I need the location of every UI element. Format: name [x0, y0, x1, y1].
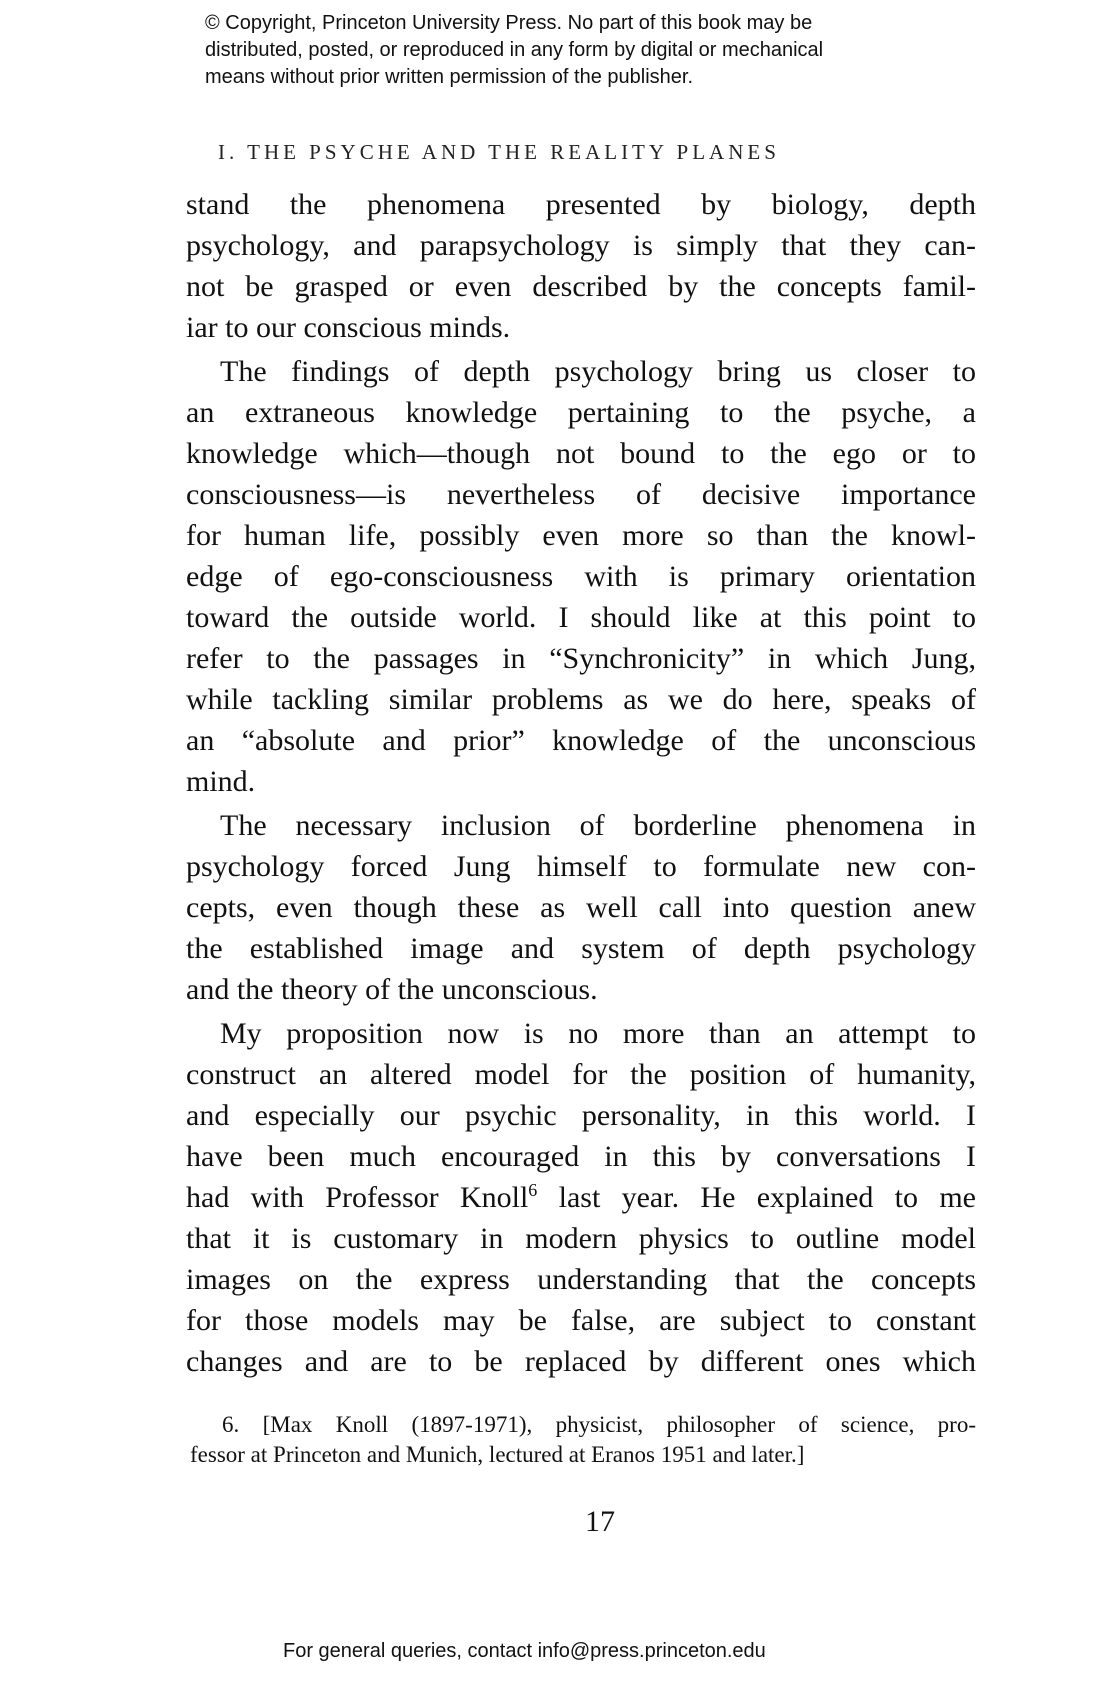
- text-line: for human life, possibly even more so than the knowl-: [186, 519, 976, 552]
- text-line: mind.: [186, 765, 256, 798]
- text-line: and especially our psychic personality, in this world. I: [186, 1099, 976, 1132]
- text-line: that it is customary in modern physics to outline model: [186, 1222, 976, 1255]
- text-line: while tackling similar problems as we do here, speaks of: [186, 683, 976, 716]
- footnote-line: 6. [Max Knoll (1897-1971), physicist, philosopher of science, pro-: [222, 1412, 976, 1437]
- text-line: for those models may be false, are subject to constant: [186, 1304, 976, 1337]
- footnote-reference: 6: [528, 1180, 538, 1200]
- contact-notice: For general queries, contact info@press.princeton.edu: [283, 1640, 766, 1662]
- text-segment: had with Professor Knoll: [186, 1181, 529, 1214]
- text-segment: last year. He explained to me: [537, 1181, 976, 1214]
- text-line: an extraneous knowledge pertaining to the psyche, a: [186, 396, 976, 429]
- text-line: construct an altered model for the position of humanity,: [186, 1058, 976, 1091]
- text-line: changes and are to be replaced by different ones which: [186, 1345, 976, 1378]
- text-line: edge of ego-consciousness with is primary orientation: [186, 560, 976, 593]
- text-line: an “absolute and prior” knowledge of the unconscious: [186, 724, 976, 757]
- text-line: [186, 1177, 976, 1218]
- text-line: psychology, and parapsychology is simply that they can-: [186, 229, 976, 262]
- page-number: 17: [585, 1505, 615, 1538]
- text-line: iar to our conscious minds.: [186, 311, 511, 344]
- text-line: cepts, even though these as well call into question anew: [186, 891, 976, 924]
- copyright-line: © Copyright, Princeton University Press. No part of this book may be: [205, 12, 813, 34]
- text-line: My proposition now is no more than an attempt to: [220, 1017, 976, 1050]
- text-line: The necessary inclusion of borderline phenomena in: [220, 809, 976, 842]
- text-line: psychology forced Jung himself to formulate new con-: [186, 850, 976, 883]
- text-line: and the theory of the unconscious.: [186, 973, 598, 1006]
- text-line: stand the phenomena presented by biology, depth: [186, 188, 976, 221]
- copyright-notice: [205, 10, 965, 91]
- copyright-line: means without prior written permission of the publisher.: [205, 66, 694, 88]
- text-line: images on the express understanding that the concepts: [186, 1263, 976, 1296]
- text-line: knowledge which—though not bound to the ego or to: [186, 437, 976, 470]
- text-line: refer to the passages in “Synchronicity” in which Jung,: [186, 642, 976, 675]
- copyright-line: distributed, posted, or reproduced in any form by digital or mechanical: [205, 39, 824, 61]
- text-line: have been much encouraged in this by conversations I: [186, 1140, 976, 1173]
- text-line: The findings of depth psychology bring us closer to: [220, 355, 976, 388]
- footnote-line: fessor at Princeton and Munich, lectured at Eranos 1951 and later.]: [190, 1442, 805, 1467]
- text-line: consciousness—is nevertheless of decisive importance: [186, 478, 976, 511]
- text-line: not be grasped or even described by the concepts famil-: [186, 270, 976, 303]
- text-line: toward the outside world. I should like at this point to: [186, 601, 976, 634]
- text-line: the established image and system of depth psychology: [186, 932, 976, 965]
- body-text: [186, 184, 976, 1382]
- running-head: I. THE PSYCHE AND THE REALITY PLANES: [218, 140, 780, 164]
- footnote: [190, 1410, 976, 1470]
